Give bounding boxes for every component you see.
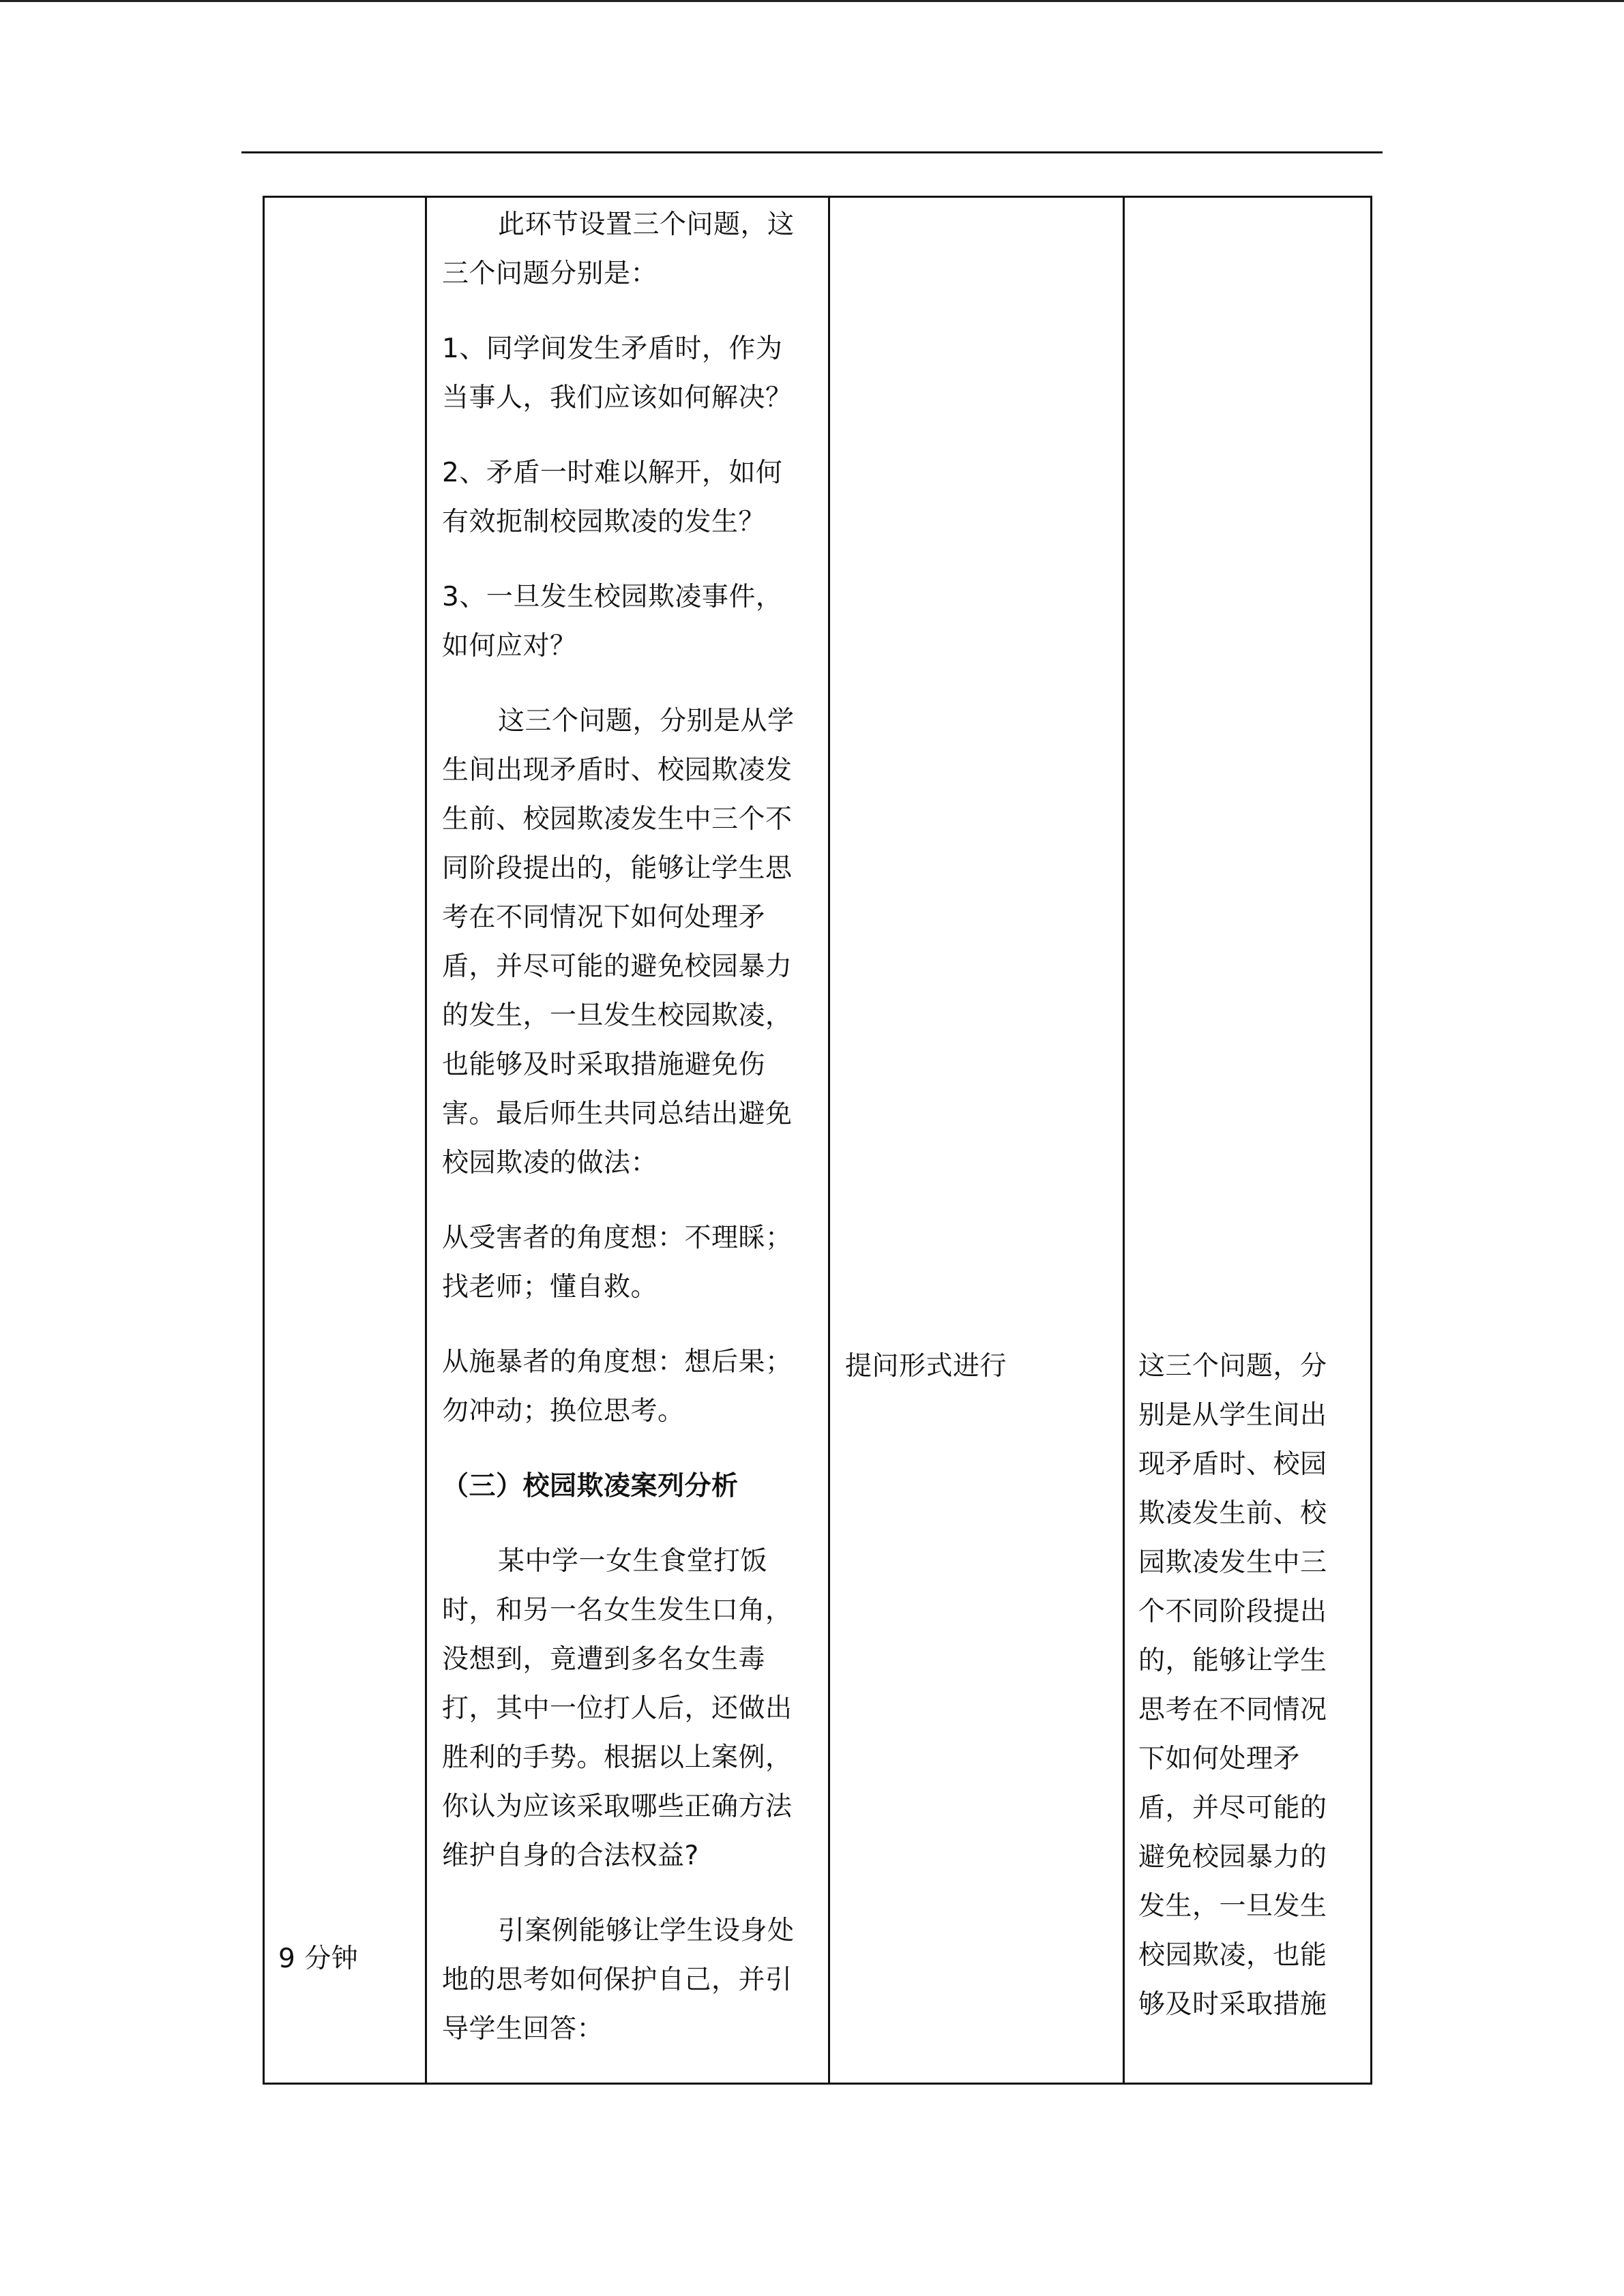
question-1: 1、同学间发生矛盾时，作为 当事人，我们应该如何解决？: [442, 333, 793, 413]
time-cell: 9 分钟: [278, 1943, 359, 1974]
question-2: 2、矛盾一时难以解开，如何 有效扼制校园欺凌的发生？: [442, 458, 783, 537]
teaching-content-cell: [442, 200, 827, 2080]
content-paragraph: 这三个问题，分别是从学 生间出现矛盾时、校园欺凌发 生前、校园欺凌发生中三个不 同阶段提出的，能够让学生思 考在不同情况下如何处理矛 盾，并尽可能的避免校园暴力 的发生，一旦发生校园欺凌， 也能够及时采取措施避免伤 害。最后师生共同总结出避免 校园欺凌的做法：: [442, 706, 795, 1178]
case-description: 某中学一女生食堂打饭 时，和另一名女生发生口角， 没想到，竟遭到多名女生毒 打，其中一位打人后，还做出 胜利的手势。根据以上案例， 你认为应该采取哪些正确方法 维护自身的合法权益?: [442, 1546, 793, 1871]
column-divider-1: [425, 198, 427, 2083]
question-3: 3、一旦发生校园欺凌事件， 如何应对？: [442, 582, 783, 661]
header-rule: [241, 151, 1383, 153]
page-top-border: [0, 0, 1624, 2]
content-paragraph: 引案例能够让学生设身处 地的思考如何保护自己，并引 导学生回答：: [442, 1915, 795, 2044]
column-divider-3: [1123, 198, 1125, 2083]
section-heading: （三）校园欺凌案列分析: [442, 1471, 739, 1502]
victim-perspective: 从受害者的角度想：不理睬； 找老师；懂自救。: [442, 1223, 793, 1302]
lesson-plan-table: [263, 196, 1372, 2085]
design-intent-cell: 这三个问题，分 别是从学生间出 现矛盾时、校园 欺凌发生前、校 园欺凌发生中三 个不同阶段提出 的，能够让学生 思考在不同情况 下如何处理矛 盾，并尽可能的 避免校园暴力的 发生，一旦发生 校园欺凌，也能 够及时采取措施: [1138, 1351, 1327, 2020]
perpetrator-perspective: 从施暴者的角度想：想后果； 勿冲动；换位思考。: [442, 1347, 793, 1427]
column-divider-2: [828, 198, 830, 2083]
content-paragraph: 此环节设置三个问题，这 三个问题分别是：: [442, 209, 795, 289]
method-cell: 提问形式进行: [845, 1351, 1007, 1382]
